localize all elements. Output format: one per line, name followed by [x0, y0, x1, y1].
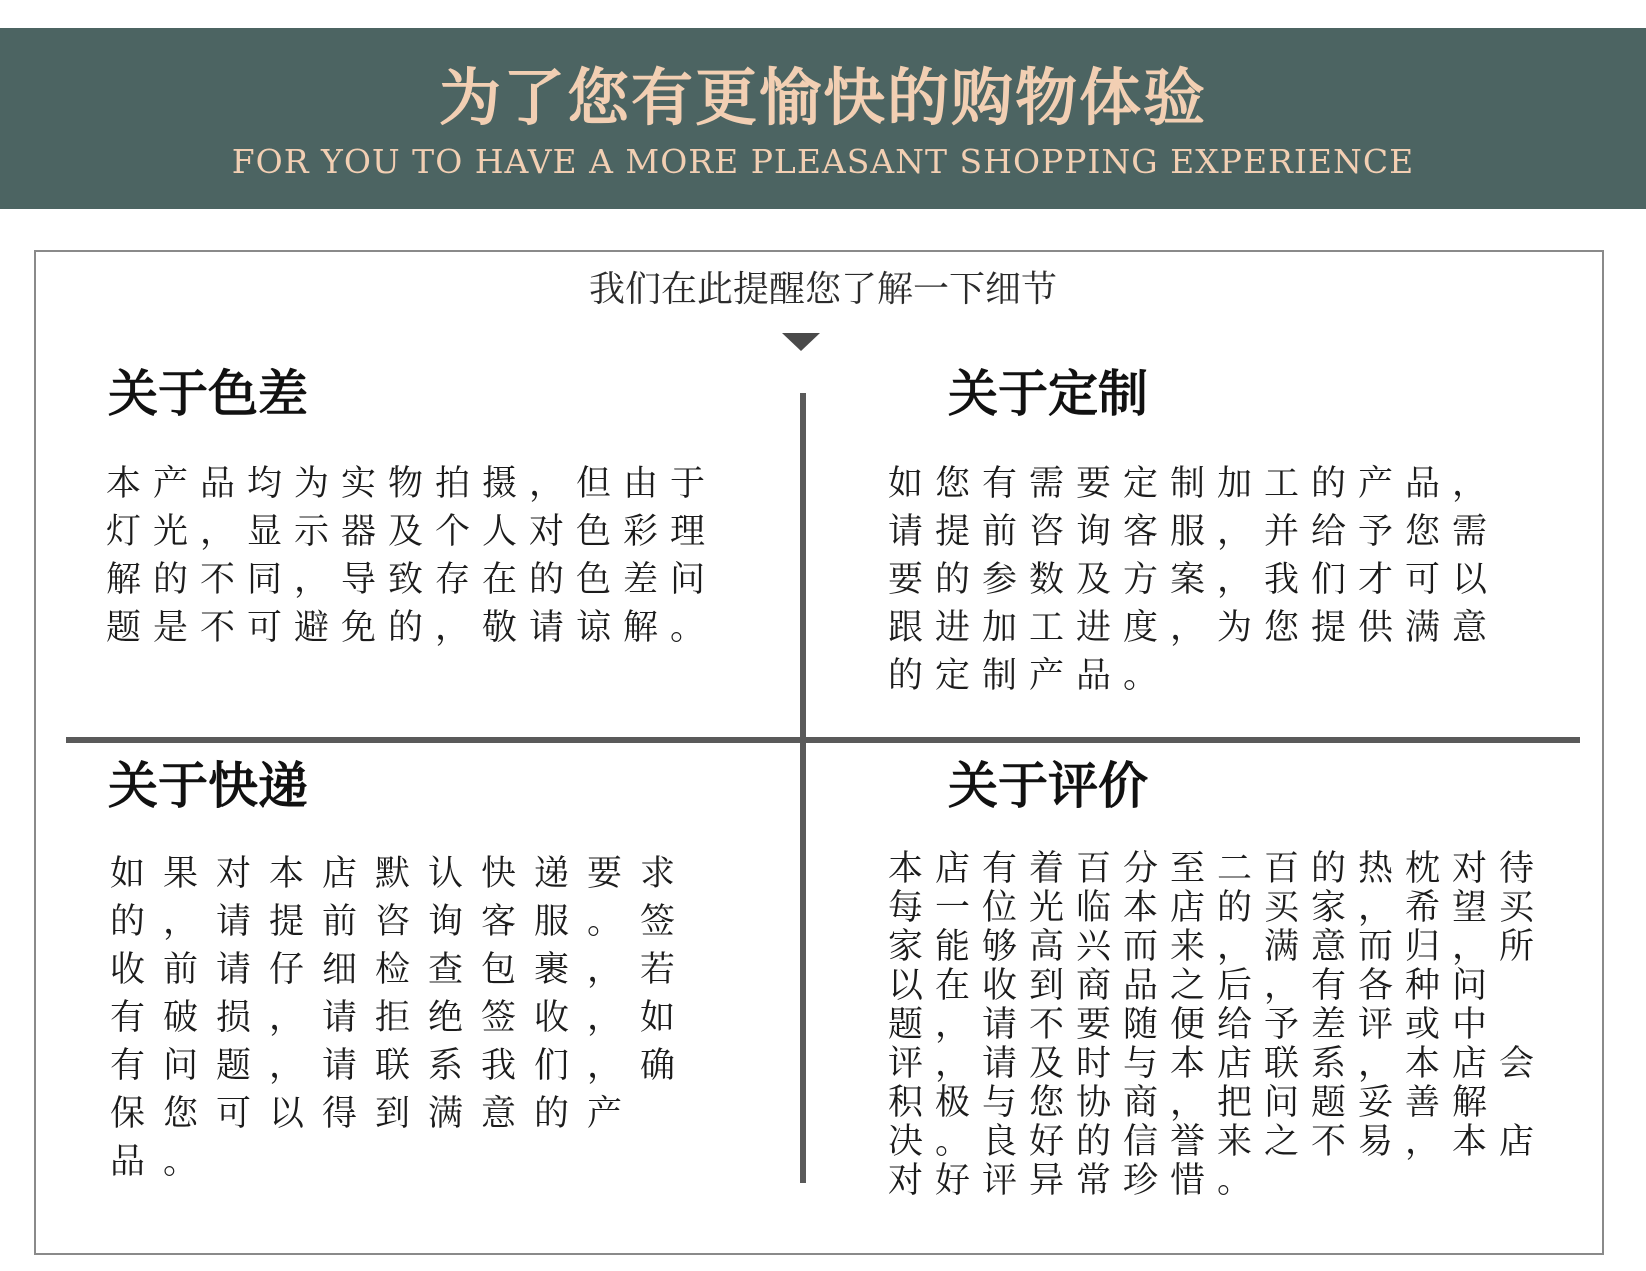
section-title: 关于定制	[948, 365, 1148, 423]
vertical-divider	[800, 393, 806, 1183]
banner-subtitle: FOR YOU TO HAVE A MORE PLEASANT SHOPPING EXPERIENCE	[231, 142, 1415, 181]
reminder-heading: 我们在此提醒您了解一下细节	[588, 269, 1057, 310]
section-body: 如果对本店默认快递要求的，请提前咨询客服。签收前请仔细检查包裹，若有破损，请拒绝签收，如有问题，请联系我们，确保您可以得到满意的产品。	[110, 854, 694, 1182]
down-arrow-icon	[782, 333, 820, 351]
section-title: 关于快递	[108, 757, 308, 815]
banner-title: 为了您有更愉快的购物体验	[438, 61, 1207, 134]
section-body: 本店有着百分至二百的热枕对待每一位光临本店的买家，希望买家能够高兴而来，满意而归，所以在收到商品之后，有各种问题，请不要随便给予差评或中评，请及时与本店联系，本店会积极与您协商，把问题妥善解决。良好的信誉来之不易，本店对好评异常珍惜。	[888, 849, 1547, 1201]
horizontal-divider	[66, 737, 1580, 743]
section-body: 如您有需要定制加工的产品，请提前咨询客服，并给予您需要的参数及方案，我们才可以跟进加工进度，为您提供满意的定制产品。	[888, 464, 1500, 696]
section-body: 本产品均为实物拍摄，但由于灯光，显示器及个人对色彩理解的不同，导致存在的色差问题是不可避免的，敬请谅解。	[106, 464, 718, 648]
section-title: 关于色差	[108, 365, 308, 423]
section-title: 关于评价	[948, 757, 1148, 815]
